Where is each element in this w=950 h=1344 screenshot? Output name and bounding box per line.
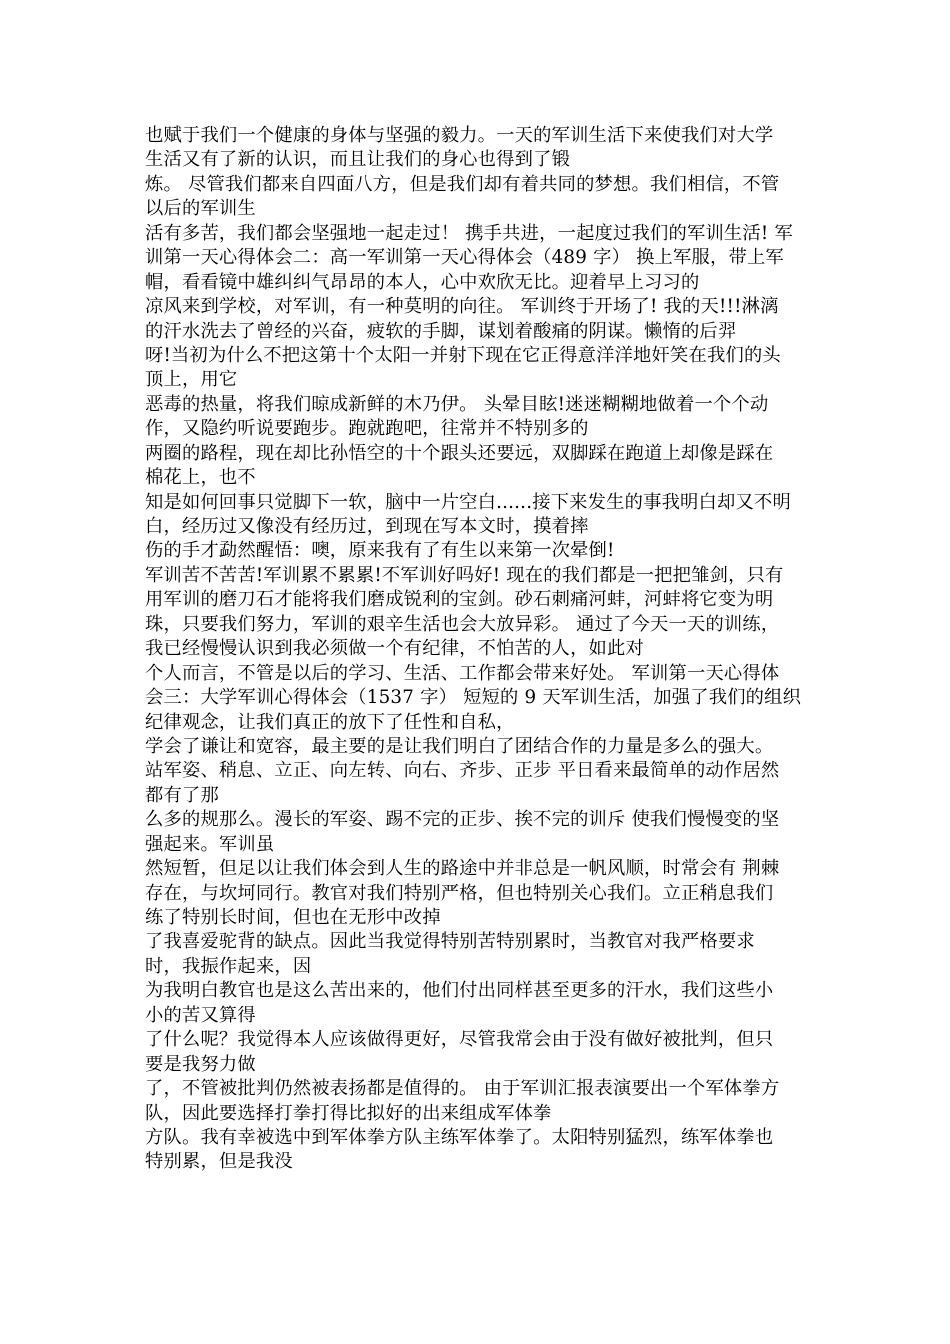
text-line: 棉花上，也不 <box>145 467 256 489</box>
text-line: 凉风来到学校，对军训，有一种莫明的向往。 军训终于开场了! 我的天!!!淋漓 <box>145 296 779 318</box>
text-line: 顶上，用它 <box>145 369 238 391</box>
text-line: 都有了那 <box>145 784 219 806</box>
text-line: 么多的规那么。漫长的军姿、踢不完的正步、挨不完的训斥 使我们慢慢变的坚 <box>145 809 780 831</box>
text-line: 存在，与坎坷同行。教官对我们特别严格，但也特别关心我们。立正稍息我们 <box>145 882 774 904</box>
text-line: 小的苦又算得 <box>145 1004 256 1026</box>
body-text <box>145 124 810 1175</box>
text-line: 以后的军训生 <box>145 198 256 220</box>
text-line: 要是我努力做 <box>145 1053 256 1075</box>
text-line: 了，不管被批判仍然被表扬都是值得的。 由于军训汇报表演要出一个军体拳方 <box>145 1078 780 1100</box>
text-line: 军训苦不苦苦!军训累不累累!不军训好吗好! 现在的我们都是一把把雏剑，只有 <box>145 564 784 586</box>
text-line: 为我明白教官也是这么苦出来的，他们付出同样甚至更多的汗水，我们这些小 <box>145 980 774 1002</box>
text-line: 练了特别长时间，但也在无形中改掉 <box>145 907 441 928</box>
text-line: 队，因此要选择打拳打得比拟好的出来组成军体拳 <box>145 1102 552 1124</box>
text-line: 我已经慢慢认识到我必须做一个有纪律，不怕苦的人，如此对 <box>145 638 644 660</box>
text-line: 帽，看看镜中雄纠纠气昂昂的本人，心中欢欣无比。迎着早上习习的 <box>145 271 700 293</box>
text-line: 两圈的路程，现在却比孙悟空的十个跟头还要远，双脚踩在跑道上却像是踩在 <box>145 442 774 464</box>
text-line: 特别累，但是我没 <box>145 1151 293 1173</box>
text-line: 了我喜爱驼背的缺点。因此当我觉得特别苦特别累时，当教官对我严格要求 <box>145 931 755 953</box>
text-line: 生活又有了新的认识，而且让我们的身心也得到了锻 <box>145 149 571 171</box>
text-line: 作，又隐约听说要跑步。跑就跑吧，往常并不特别多的 <box>145 418 589 440</box>
text-line: 伤的手才勐然醒悟：噢，原来我有了有生以来第一次晕倒! <box>145 540 615 562</box>
text-line: 呀!当初为什么不把这第十个太阳一并射下现在它正得意洋洋地奸笑在我们的头 <box>145 344 781 366</box>
text-line: 方队。我有幸被选中到军体拳方队主练军体拳了。太阳特别猛烈，练军体拳也 <box>145 1126 774 1148</box>
text-line: 恶毒的热量，将我们晾成新鲜的木乃伊。 头晕目眩!迷迷糊糊地做着一个个动 <box>145 393 769 415</box>
text-line: 活有多苦，我们都会坚强地一起走过！ 携手共进，一起度过我们的军训生活! 军 <box>145 222 793 244</box>
text-line: 的汗水洗去了曾经的兴奋，疲软的手脚，谋划着酸痛的阴谋。懒惰的后羿 <box>145 320 737 342</box>
text-line: 学会了谦让和宽容，最主要的是让我们明白了团结合作的力量是多么的强大。 <box>145 735 774 757</box>
text-line: 纪律观念，让我们真正的放下了任性和自私， <box>145 711 515 733</box>
text-line: 训第一天心得体会二：高一军训第一天心得体会（489 字） 换上军服，带上军 <box>145 247 784 269</box>
text-line: 时，我振作起来，因 <box>145 955 312 977</box>
text-line: 站军姿、稍息、立正、向左转、向右、齐步、正步 平日看来最简单的动作居然 <box>145 760 780 782</box>
text-line: 了什么呢？我觉得本人应该做得更好，尽管我常会由于没有做好被批判，但只 <box>145 1029 774 1051</box>
text-line: 用军训的磨刀石才能将我们磨成锐利的宝剑。砂石刺痛河蚌，河蚌将它变为明 <box>145 589 774 611</box>
text-line: 白，经历过又像没有经历过，到现在写本文时，摸着摔 <box>145 516 589 537</box>
text-line: 然短暂，但足以让我们体会到人生的路途中并非总是一帆风顺，时常会有 荆棘 <box>145 858 780 880</box>
text-line: 知是如何回事只觉脚下一软，脑中一片空白......接下来发生的事我明白却又不明 <box>145 491 791 513</box>
text-line: 珠，只要我们努力，军训的艰辛生活也会大放异彩。 通过了今天一天的训练， <box>145 613 780 635</box>
text-line: 强起来。军训虽 <box>145 833 275 855</box>
text-line: 会三：大学军训心得体会（1537 字） 短短的 9 天军训生活，加强了我们的组织 <box>145 687 802 709</box>
text-line: 炼。 尽管我们都来自四面八方，但是我们却有着共同的梦想。我们相信，不管 <box>145 173 780 195</box>
text-line: 也赋于我们一个健康的身体与坚强的毅力。一天的军训生活下来使我们对大学 <box>145 125 774 146</box>
text-line: 个人而言，不管是以后的学习、生活、工作都会带来好处。 军训第一天心得体 <box>145 662 780 684</box>
